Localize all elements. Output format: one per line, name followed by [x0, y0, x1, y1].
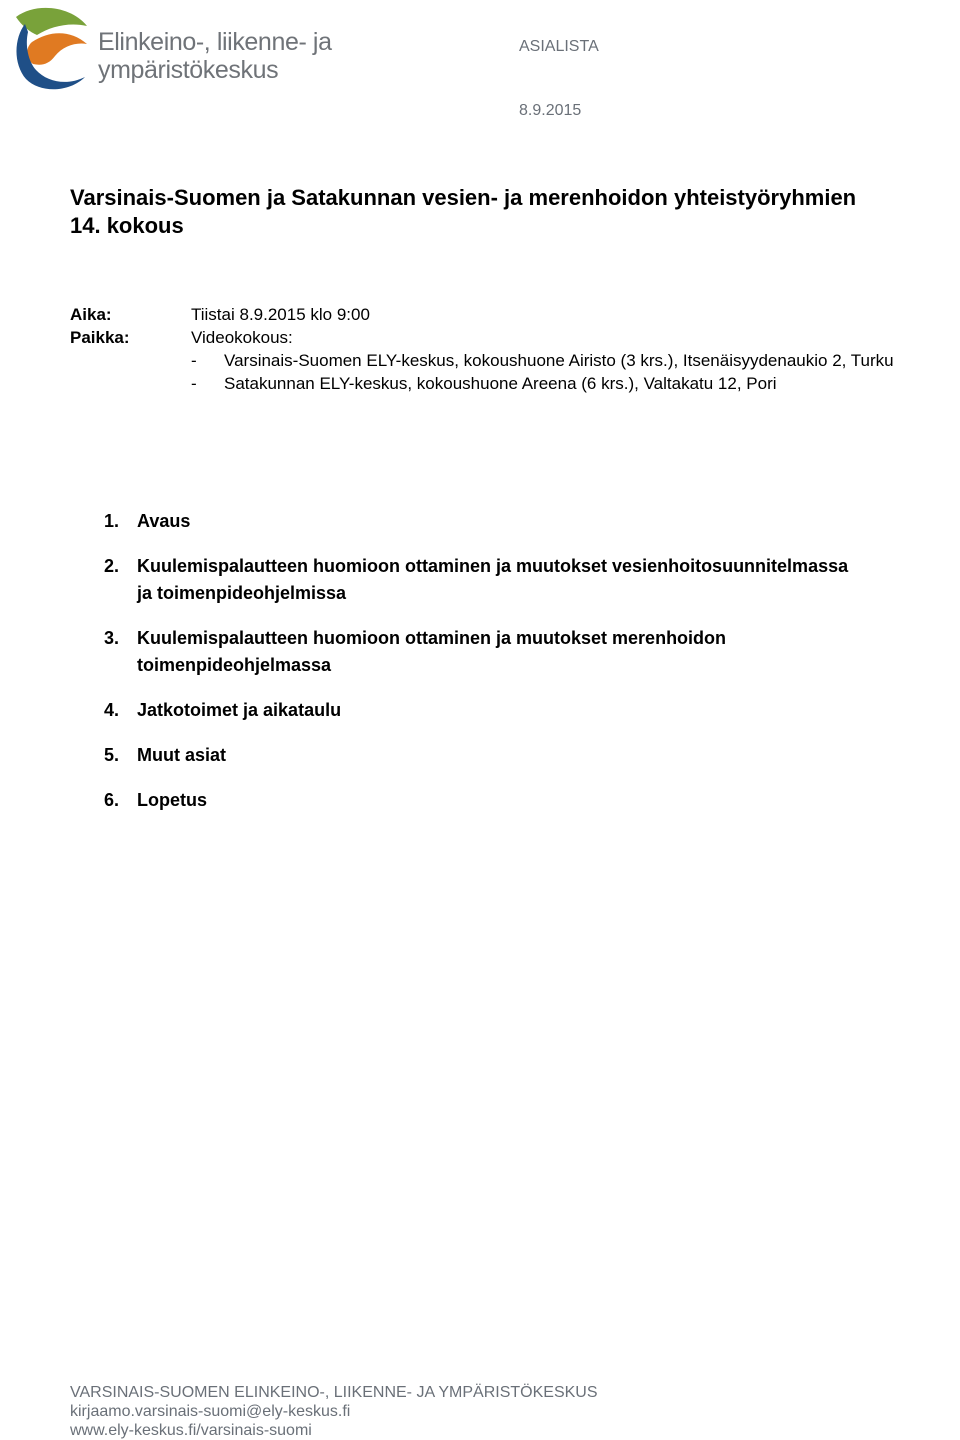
- logo-text-line-1: Elinkeino-, liikenne- ja: [98, 28, 332, 56]
- agenda-item-number: 1.: [104, 511, 120, 531]
- agenda-item: [104, 553, 954, 607]
- agenda-item: [104, 625, 954, 679]
- agenda-item: [104, 787, 954, 814]
- agenda-item-number: 3.: [104, 628, 120, 648]
- meeting-place-row: [70, 326, 960, 349]
- agenda-item-text: [137, 697, 341, 724]
- agenda-item-number: 5.: [104, 745, 120, 765]
- agenda-item-line-1: Jatkotoimet ja aikataulu: [137, 700, 342, 720]
- document-date: 8.9.2015: [519, 102, 582, 119]
- agenda-item-text: [137, 742, 226, 769]
- agenda-item-text: [137, 508, 190, 535]
- agenda-item-number: 4.: [104, 700, 120, 720]
- meeting-time-row: [70, 303, 960, 326]
- footer-email: kirjaamo.varsinais-suomi@ely-keskus.fi: [70, 1403, 351, 1420]
- meeting-info: [70, 303, 960, 395]
- meeting-place-value: Videokokous:: [191, 328, 293, 347]
- agenda-item: [104, 508, 954, 535]
- agenda-item-line-1: Kuulemispalautteen huomioon ottaminen ja muutokset merenhoidon: [137, 628, 727, 648]
- ely-logo-mark-icon: [8, 2, 98, 94]
- agenda-item-line-2: toimenpideohjelmassa: [137, 655, 332, 675]
- agenda-item-number: 6.: [104, 790, 120, 810]
- logo-text-line-2: ympäristökeskus: [98, 56, 279, 84]
- meeting-location-pori: [191, 372, 960, 395]
- agenda-item-line-1: Avaus: [137, 511, 191, 531]
- agenda-item: [104, 742, 954, 769]
- footer-organization: VARSINAIS-SUOMEN ELINKEINO-, LIIKENNE- JA YMPÄRISTÖKESKUS: [70, 1384, 598, 1401]
- agenda-list: [104, 508, 954, 832]
- meeting-location-turku: [191, 349, 960, 372]
- agenda-item-line-1: Lopetus: [137, 790, 207, 810]
- meeting-title-line-1: Varsinais-Suomen ja Satakunnan vesien- ja merenhoidon yhteistyöryhmien: [70, 185, 857, 210]
- document-type: ASIALISTA: [519, 38, 599, 55]
- ely-logo: [8, 2, 348, 94]
- agenda-item-line-1: Kuulemispalautteen huomioon ottaminen ja muutokset vesienhoitosuunnitelmassa: [137, 556, 849, 576]
- agenda-item-text: [137, 553, 848, 607]
- meeting-title: [70, 184, 950, 240]
- agenda-item-line-1: Muut asiat: [137, 745, 227, 765]
- agenda-item-number: 2.: [104, 556, 120, 576]
- agenda-item: [104, 697, 954, 724]
- location-text: Satakunnan ELY-keskus, kokoushuone Areena (6 krs.), Valtakatu 12, Pori: [224, 374, 777, 393]
- agenda-item-text: [137, 787, 207, 814]
- footer-website: www.ely-keskus.fi/varsinais-suomi: [70, 1422, 312, 1439]
- agenda-item-text: [137, 625, 726, 679]
- document-footer: [70, 1383, 598, 1440]
- meeting-time-value: Tiistai 8.9.2015 klo 9:00: [191, 305, 370, 324]
- ely-logo-text: [98, 28, 332, 84]
- location-bullet: -: [191, 374, 197, 393]
- meeting-place-label: Paikka:: [70, 328, 130, 347]
- agenda-item-line-2: ja toimenpideohjelmissa: [137, 583, 347, 603]
- logo-orange-wave-icon: [27, 33, 87, 64]
- meeting-title-line-2: 14. kokous: [70, 213, 184, 238]
- location-text: Varsinais-Suomen ELY-keskus, kokoushuone Airisto (3 krs.), Itsenäisyydenaukio 2, Turku: [224, 351, 894, 370]
- location-bullet: -: [191, 351, 197, 370]
- meeting-time-label: Aika:: [70, 305, 112, 324]
